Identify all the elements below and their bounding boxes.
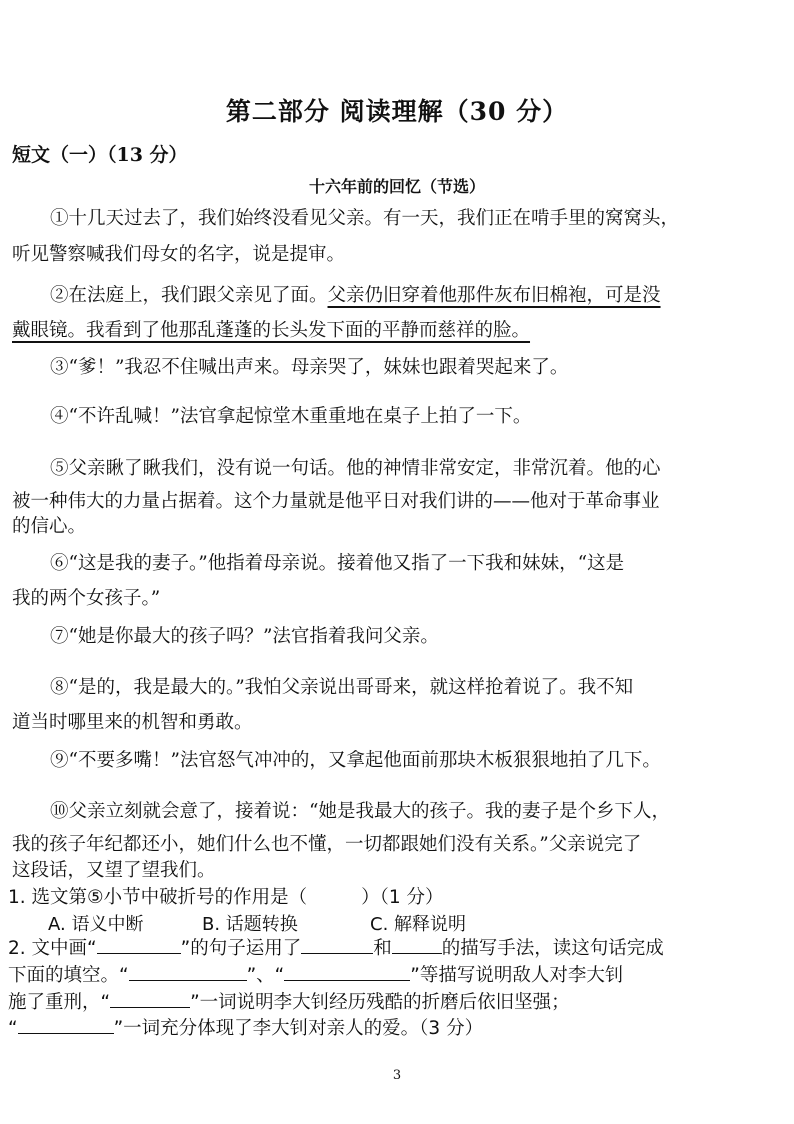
question-2-line [8, 962, 784, 989]
paragraph-line: ⑥“这是我的妻子。”他指着母亲说。接着他又指了一下我和妹妹，“这是 [50, 553, 625, 574]
part-title: 第二部分 阅读理解（30 分） [225, 97, 569, 126]
question-text: ”等描写说明敌人对李大钊 [410, 965, 624, 986]
page-number: 3 [392, 1068, 402, 1083]
paragraph-line [12, 318, 782, 344]
paragraph-line: 听见警察喊我们母女的名字，说是提审。 [12, 244, 346, 265]
paragraph-line: ④“不许乱喊！”法官拿起惊堂木重重地在桌子上拍了一下。 [50, 406, 532, 427]
paragraph-line: ⑦“她是你最大的孩子吗？”法官指着我问父亲。 [50, 626, 439, 647]
paragraph-line: 被一种伟大的力量占据着。这个力量就是他平日对我们讲的——他对于革命事业 [12, 491, 660, 512]
paragraph-line: ⑤父亲瞅了瞅我们，没有说一句话。他的神情非常安定，非常沉着。他的心 [50, 458, 661, 479]
question-text: 下面的填空。“ [8, 965, 129, 986]
section-label: 短文（一）（13 分） [12, 144, 188, 166]
question-2-line [8, 989, 784, 1016]
question-text: 的描写手法，读这句话完成 [441, 938, 664, 959]
question-text: 施了重刑，“ [8, 992, 111, 1013]
option-a: A. 语义中断 [48, 914, 144, 935]
paragraph-line: 这段话，又望了望我们。 [12, 860, 216, 881]
paragraph-line: ⑧“是的，我是最大的。”我怕父亲说出哥哥来，就这样抢着说了。我不知 [50, 677, 634, 698]
answer-space[interactable] [307, 885, 361, 903]
question-text: “ [8, 1018, 18, 1039]
question-text: 1. 选文第⑤小节中破折号的作用是（ [8, 887, 308, 908]
paragraph-line: ⑩父亲立刻就会意了，接着说：“她是我最大的孩子。我的妻子是个乡下人， [50, 801, 670, 822]
paragraph-line: 道当时哪里来的机智和勇敢。 [12, 712, 253, 733]
paragraph-line: 我的两个女孩子。” [12, 588, 161, 609]
answer-blank[interactable] [284, 962, 410, 981]
question-text: 和 [373, 938, 392, 959]
underlined-sentence: 戴眼镜。我看到了他那乱蓬蓬的长头发下面的平静而慈祥的脸。 [12, 320, 531, 341]
paragraph-line: ①十几天过去了，我们始终没看见父亲。有一天，我们正在啃手里的窝窝头， [50, 208, 680, 229]
question-2-line [8, 1015, 784, 1042]
question-text: ”一词充分体现了李大钊对亲人的爱。（3 分） [113, 1018, 484, 1039]
answer-blank[interactable] [97, 935, 181, 954]
question-2-line [8, 935, 784, 962]
question-text: ”一词说明李大钊经历残酷的折磨后依旧坚强； [190, 992, 570, 1013]
question-text: ”、“ [246, 965, 285, 986]
question-1 [8, 885, 784, 911]
paragraph-text: ②在法庭上，我们跟父亲见了面。 [50, 285, 328, 306]
passage-title: 十六年前的回忆（节选） [308, 177, 485, 196]
question-text: ”的句子运用了 [180, 938, 302, 959]
answer-blank[interactable] [129, 962, 247, 981]
paragraph-line: 的信心。 [12, 516, 87, 537]
answer-blank[interactable] [110, 989, 190, 1008]
paragraph-line [50, 283, 780, 309]
question-text: ）（1 分） [361, 887, 444, 908]
option-c: C. 解释说明 [370, 914, 467, 935]
option-b: B. 话题转换 [202, 914, 298, 935]
paragraph-line: ⑨“不要多嘴！”法官怒气冲冲的，又拿起他面前那块木板狠狠地拍了几下。 [50, 750, 661, 771]
paragraph-line: ③“爹！”我忍不住喊出声来。母亲哭了，妹妹也跟着哭起来了。 [50, 357, 569, 378]
answer-blank[interactable] [392, 935, 442, 954]
paragraph-line: 我的孩子年纪都还小，她们什么也不懂，一切都跟她们没有关系。”父亲说完了 [12, 834, 642, 855]
underlined-sentence: 父亲仍旧穿着他那件灰布旧棉袍，可是没 [327, 285, 661, 306]
question-text: 2. 文中画“ [8, 938, 97, 959]
answer-blank[interactable] [301, 935, 373, 954]
answer-blank[interactable] [18, 1015, 114, 1034]
